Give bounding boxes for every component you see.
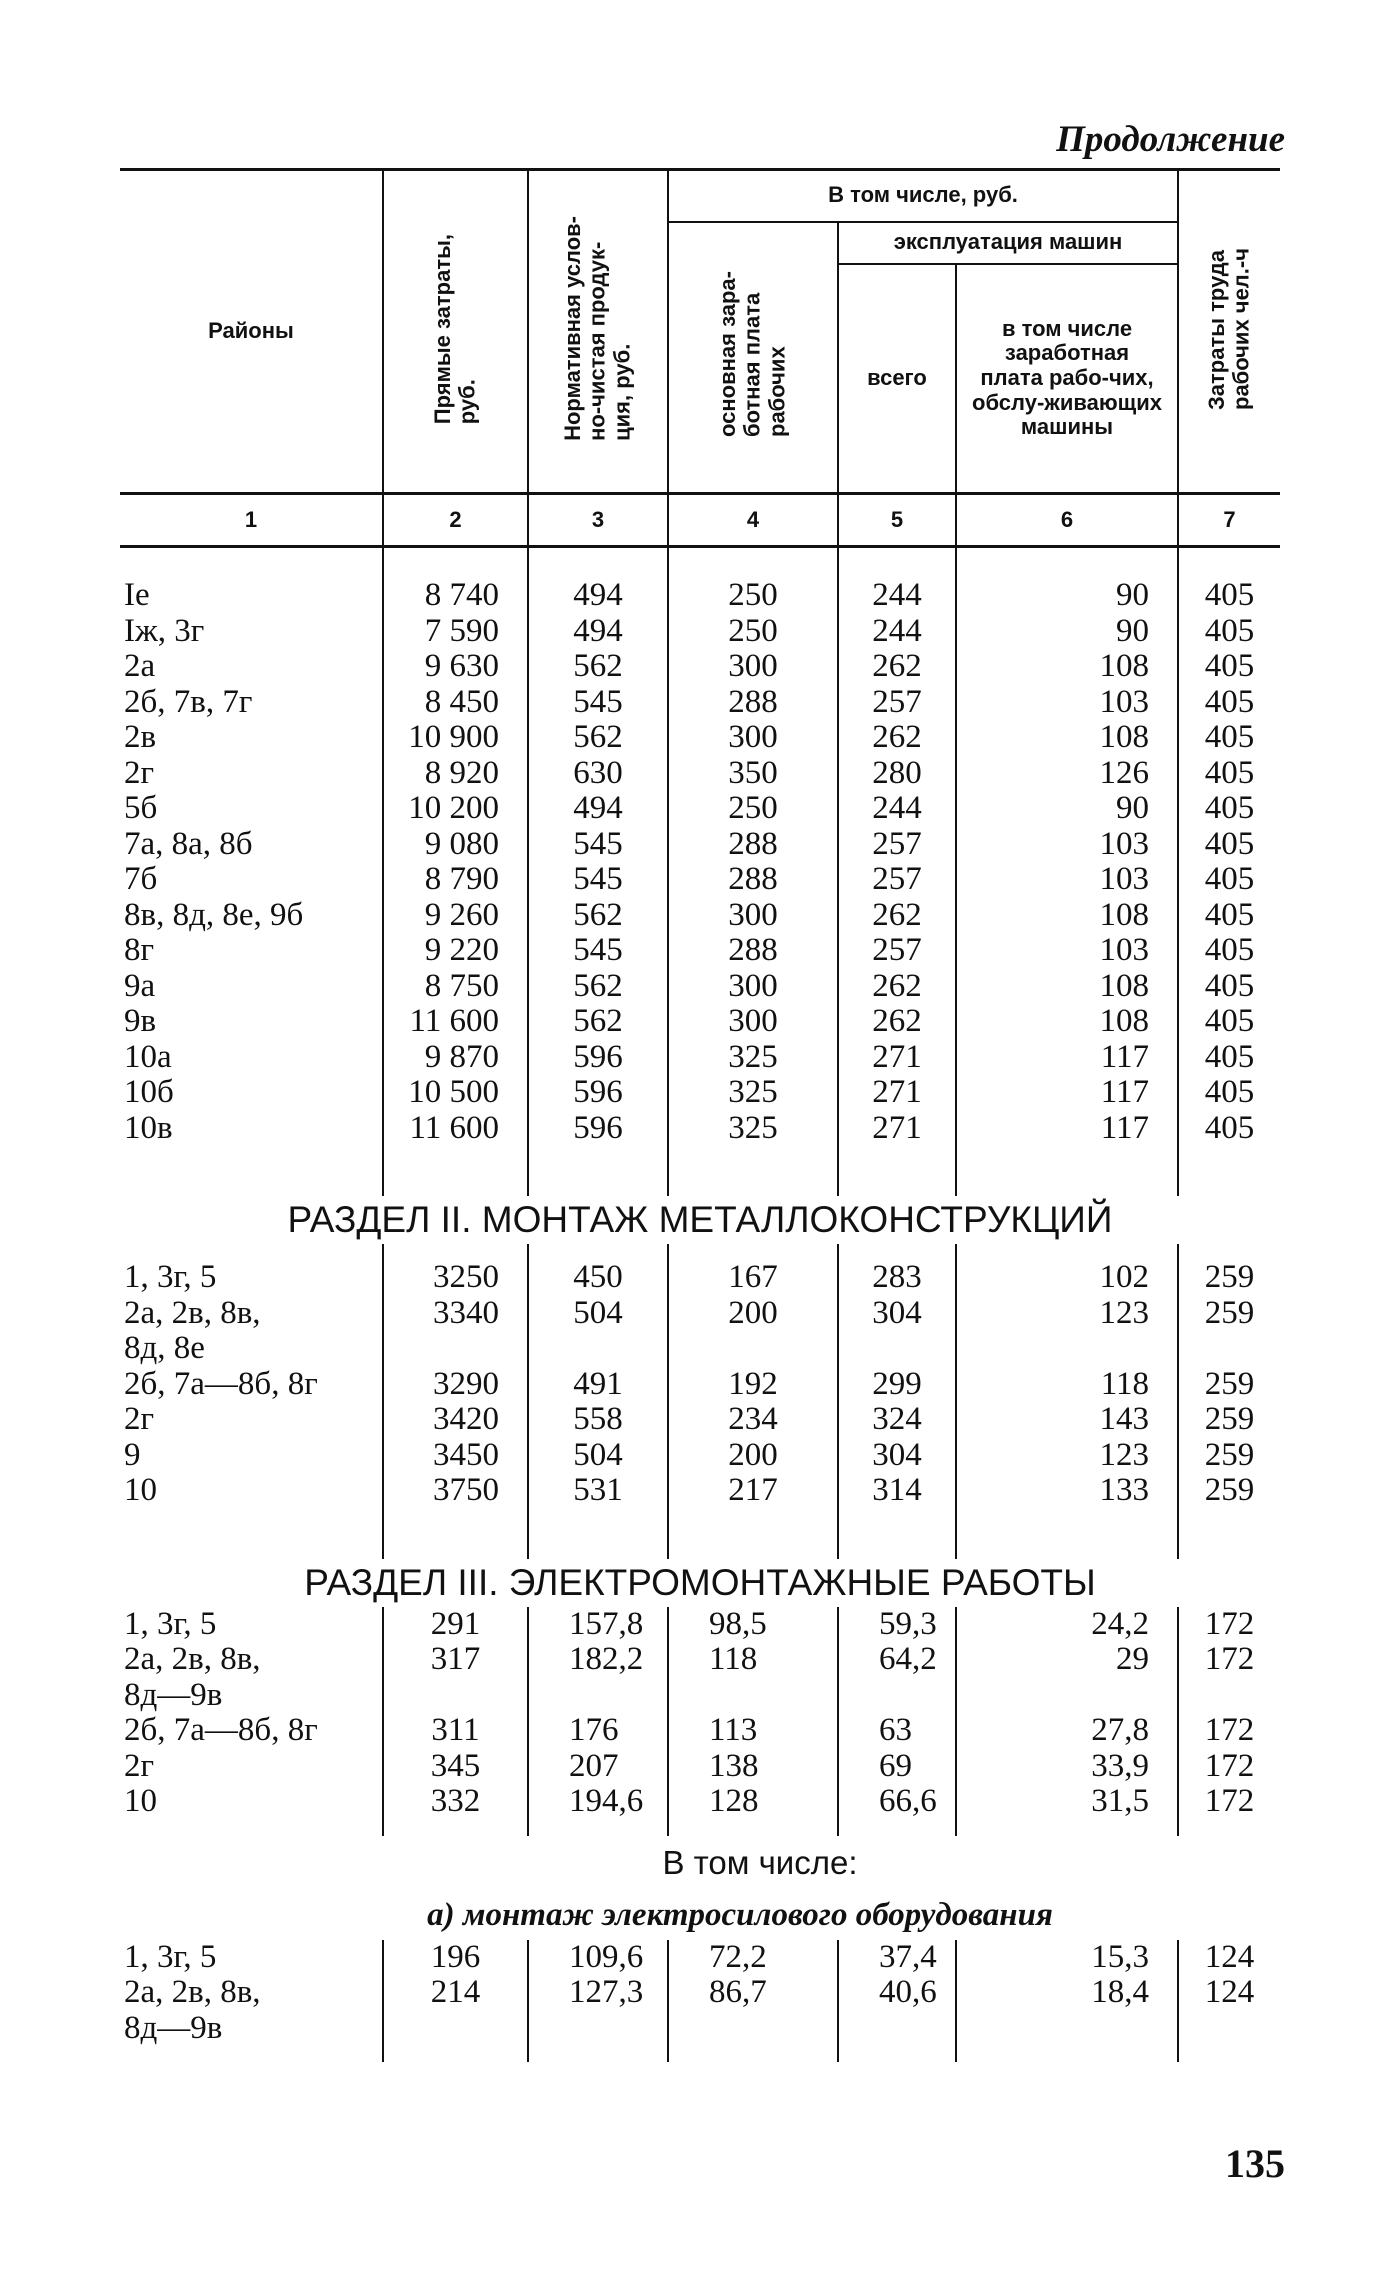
region-cell: 10б (124, 1074, 174, 1110)
value-cell: 596 (528, 1075, 668, 1111)
region-cell: 8д—9в (124, 2009, 223, 2046)
value-cell: 262 (838, 649, 956, 685)
region-cell: 7б (124, 861, 158, 897)
value-cell: 317 (383, 1642, 528, 1678)
value-cell: 11 600 (383, 1004, 528, 1040)
value-cell: 207 (528, 1749, 668, 1785)
header-machine-wages: в том числе заработная плата рабо-чих, обслу-живающих машины (956, 264, 1178, 494)
table-row (120, 1607, 1280, 1643)
table-row (120, 1402, 1280, 1438)
value-cell: 7 590 (383, 614, 528, 650)
value-cell: 172 (1178, 1784, 1280, 1820)
region-cell: 8г (124, 932, 155, 968)
region-cell: 2г (124, 754, 155, 791)
value-cell: 300 (668, 1004, 838, 1040)
region-cell: Iе (124, 577, 150, 613)
section-1-rows (120, 578, 1280, 1180)
table-row (120, 1784, 1280, 1820)
value-cell: 109,6 (528, 1940, 668, 1976)
value-cell: 127,3 (528, 1975, 668, 2011)
value-cell (956, 1678, 1178, 1714)
value-cell (528, 2011, 668, 2047)
section-3a-rows (120, 1940, 1280, 2063)
value-cell: 259 (1178, 1260, 1280, 1296)
column-number: 5 (838, 494, 956, 547)
value-cell: 250 (668, 791, 838, 827)
value-cell: 117 (956, 1040, 1178, 1076)
value-cell: 405 (1178, 614, 1280, 650)
table-row (120, 2011, 1280, 2047)
value-cell: 8 790 (383, 862, 528, 898)
value-cell: 18,4 (956, 1975, 1178, 2011)
value-cell: 300 (668, 649, 838, 685)
value-cell: 545 (528, 685, 668, 721)
value-cell: 531 (528, 1473, 668, 1509)
value-cell: 291 (383, 1607, 528, 1643)
value-cell: 108 (956, 898, 1178, 934)
table-row (120, 685, 1280, 721)
value-cell: 259 (1178, 1402, 1280, 1438)
value-cell: 545 (528, 862, 668, 898)
value-cell: 288 (668, 685, 838, 721)
section-3-heading (120, 1543, 1280, 1607)
value-cell: 72,2 (668, 1940, 838, 1976)
value-cell: 15,3 (956, 1940, 1178, 1976)
value-cell: 630 (528, 756, 668, 792)
value-cell: 325 (668, 1040, 838, 1076)
value-cell: 450 (528, 1260, 668, 1296)
value-cell: 494 (528, 791, 668, 827)
value-cell: 271 (838, 1075, 956, 1111)
value-cell: 596 (528, 1040, 668, 1076)
region-cell: 1, 3г, 5 (124, 1938, 217, 1975)
value-cell: 40,6 (838, 1975, 956, 2011)
region-cell: Iж, 3г (124, 612, 205, 649)
value-cell: 405 (1178, 791, 1280, 827)
value-cell: 124 (1178, 1940, 1280, 1976)
value-cell: 103 (956, 862, 1178, 898)
column-number: 1 (120, 494, 383, 547)
value-cell: 562 (528, 898, 668, 934)
value-cell (528, 1331, 668, 1367)
value-cell: 3450 (383, 1438, 528, 1474)
value-cell: 9 630 (383, 649, 528, 685)
value-cell: 9 080 (383, 827, 528, 863)
region-cell: 10а (124, 1038, 172, 1075)
value-cell: 259 (1178, 1367, 1280, 1403)
table-row (120, 1749, 1280, 1785)
header-regions: Районы (120, 170, 383, 494)
value-cell: 288 (668, 933, 838, 969)
page-number: 135 (1225, 2141, 1285, 2186)
value-cell: 103 (956, 933, 1178, 969)
region-cell: 2г (124, 1747, 155, 1784)
value-cell: 405 (1178, 933, 1280, 969)
value-cell: 10 900 (383, 720, 528, 756)
value-cell: 8 740 (383, 578, 528, 614)
value-cell: 98,5 (668, 1607, 838, 1643)
value-cell: 123 (956, 1296, 1178, 1332)
value-cell: 3290 (383, 1367, 528, 1403)
value-cell: 314 (838, 1473, 956, 1509)
value-cell: 405 (1178, 578, 1280, 614)
value-cell: 405 (1178, 827, 1280, 863)
value-cell: 304 (838, 1438, 956, 1474)
value-cell: 10 200 (383, 791, 528, 827)
table-row (120, 1473, 1280, 1509)
value-cell: 300 (668, 898, 838, 934)
value-cell: 59,3 (838, 1607, 956, 1643)
table-header (120, 170, 1280, 547)
table-row (120, 1075, 1280, 1111)
value-cell: 69 (838, 1749, 956, 1785)
value-cell (956, 2011, 1178, 2047)
section-3-title: РАЗДЕЛ III. ЭЛЕКТРОМОНТАЖНЫЕ РАБОТЫ (304, 1561, 1096, 1603)
value-cell: 283 (838, 1260, 956, 1296)
value-cell: 37,4 (838, 1940, 956, 1976)
column-number: 7 (1178, 494, 1280, 547)
value-cell: 24,2 (956, 1607, 1178, 1643)
value-cell: 118 (668, 1642, 838, 1678)
value-cell: 562 (528, 969, 668, 1005)
value-cell: 405 (1178, 969, 1280, 1005)
value-cell (1178, 1678, 1280, 1714)
value-cell: 405 (1178, 1111, 1280, 1147)
table-row (120, 1260, 1280, 1296)
region-cell: 1, 3г, 5 (124, 1259, 217, 1295)
table-row (120, 1940, 1280, 1976)
value-cell: 244 (838, 578, 956, 614)
value-cell: 596 (528, 1111, 668, 1147)
section-3a-heading (120, 1836, 1280, 1940)
header-base-wages-text: основная зара- ботная плата рабочих (715, 271, 790, 438)
value-cell (668, 1331, 838, 1367)
region-cell: 2а, 2в, 8в, (124, 1641, 261, 1677)
table-body (120, 547, 1280, 579)
table-row (120, 649, 1280, 685)
value-cell: 345 (383, 1749, 528, 1785)
table-row (120, 1367, 1280, 1403)
region-cell: 8д, 8е (124, 1330, 205, 1366)
header-machine-operation: эксплуатация машин (838, 222, 1178, 264)
table-row (120, 1678, 1280, 1714)
value-cell: 157,8 (528, 1607, 668, 1643)
value-cell: 311 (383, 1713, 528, 1749)
value-cell: 8 920 (383, 756, 528, 792)
value-cell (956, 1331, 1178, 1367)
value-cell: 167 (668, 1260, 838, 1296)
value-cell: 176 (528, 1713, 668, 1749)
value-cell: 182,2 (528, 1642, 668, 1678)
region-cell: 9в (124, 1003, 157, 1039)
value-cell: 257 (838, 685, 956, 721)
table-row (120, 827, 1280, 863)
value-cell: 11 600 (383, 1111, 528, 1147)
header-net-production (528, 170, 668, 494)
value-cell: 257 (838, 862, 956, 898)
value-cell: 300 (668, 720, 838, 756)
value-cell (668, 1678, 838, 1714)
region-cell: 2в (124, 719, 157, 755)
value-cell (383, 1331, 528, 1367)
value-cell: 262 (838, 720, 956, 756)
value-cell: 9 260 (383, 898, 528, 934)
value-cell: 172 (1178, 1749, 1280, 1785)
value-cell: 262 (838, 898, 956, 934)
value-cell: 325 (668, 1075, 838, 1111)
value-cell: 562 (528, 720, 668, 756)
value-cell: 103 (956, 827, 1178, 863)
table-row (120, 1111, 1280, 1147)
table-row (120, 1713, 1280, 1749)
value-cell: 200 (668, 1438, 838, 1474)
value-cell: 332 (383, 1784, 528, 1820)
value-cell: 300 (668, 969, 838, 1005)
value-cell: 200 (668, 1296, 838, 1332)
value-cell: 172 (1178, 1713, 1280, 1749)
continuation-label: Продолжение (1056, 119, 1285, 160)
value-cell: 405 (1178, 649, 1280, 685)
value-cell: 126 (956, 756, 1178, 792)
table-row (120, 578, 1280, 614)
column-number: 6 (956, 494, 1178, 547)
table-row (120, 1642, 1280, 1678)
value-cell: 29 (956, 1642, 1178, 1678)
table-row (120, 1438, 1280, 1474)
data-table (120, 168, 1280, 2062)
table-row (120, 862, 1280, 898)
value-cell (1178, 1331, 1280, 1367)
value-cell: 250 (668, 614, 838, 650)
value-cell: 405 (1178, 1040, 1280, 1076)
section-2-rows (120, 1260, 1280, 1543)
value-cell: 244 (838, 791, 956, 827)
header-direct-costs (383, 170, 528, 494)
region-cell: 8в, 8д, 8е, 9б (124, 896, 304, 933)
value-cell: 194,6 (528, 1784, 668, 1820)
table-row (120, 1004, 1280, 1040)
header-including-group: В том числе, руб. (668, 170, 1178, 222)
value-cell: 3420 (383, 1402, 528, 1438)
value-cell: 103 (956, 685, 1178, 721)
column-number: 2 (383, 494, 528, 547)
header-net-production-text: Нормативная услов- но-чистая продук- ция, руб. (560, 216, 635, 442)
value-cell: 491 (528, 1367, 668, 1403)
value-cell: 234 (668, 1402, 838, 1438)
region-cell: 2б, 7а—8б, 8г (124, 1712, 318, 1748)
value-cell: 271 (838, 1040, 956, 1076)
column-number: 3 (528, 494, 668, 547)
value-cell: 143 (956, 1402, 1178, 1438)
value-cell: 9 870 (383, 1040, 528, 1076)
region-cell: 2б, 7в, 7г (124, 683, 253, 720)
value-cell (1178, 2011, 1280, 2047)
region-cell: 7а, 8а, 8б (124, 825, 253, 862)
value-cell: 124 (1178, 1975, 1280, 2011)
value-cell: 325 (668, 1111, 838, 1147)
value-cell: 350 (668, 756, 838, 792)
value-cell: 257 (838, 933, 956, 969)
value-cell: 172 (1178, 1642, 1280, 1678)
value-cell (383, 1678, 528, 1714)
header-labor-costs (1178, 170, 1280, 494)
region-cell: 10 (124, 1783, 157, 1819)
header-machine-total: всего (838, 264, 956, 494)
value-cell: 405 (1178, 756, 1280, 792)
value-cell (838, 1678, 956, 1714)
region-cell: 2а, 2в, 8в, (124, 1974, 261, 2010)
value-cell: 280 (838, 756, 956, 792)
table-row (120, 720, 1280, 756)
value-cell: 562 (528, 1004, 668, 1040)
value-cell: 262 (838, 1004, 956, 1040)
value-cell: 108 (956, 969, 1178, 1005)
value-cell: 90 (956, 578, 1178, 614)
table-row (120, 1975, 1280, 2011)
region-cell: 2а, 2в, 8в, (124, 1294, 261, 1331)
value-cell: 33,9 (956, 1749, 1178, 1785)
value-cell: 117 (956, 1111, 1178, 1147)
header-direct-costs-text: Прямые затраты, руб. (429, 233, 480, 424)
value-cell: 9 220 (383, 933, 528, 969)
value-cell: 63 (838, 1713, 956, 1749)
table-row (120, 969, 1280, 1005)
value-cell: 288 (668, 827, 838, 863)
section-2-title: РАЗДЕЛ II. МОНТАЖ МЕТАЛЛОКОНСТРУКЦИЙ (287, 1199, 1113, 1240)
value-cell: 545 (528, 933, 668, 969)
value-cell: 214 (383, 1975, 528, 2011)
value-cell: 244 (838, 614, 956, 650)
value-cell: 271 (838, 1111, 956, 1147)
value-cell: 113 (668, 1713, 838, 1749)
value-cell: 259 (1178, 1473, 1280, 1509)
value-cell: 405 (1178, 898, 1280, 934)
value-cell: 262 (838, 969, 956, 1005)
value-cell: 3340 (383, 1296, 528, 1332)
region-cell: 2а (124, 648, 156, 684)
table-row (120, 614, 1280, 650)
value-cell: 118 (956, 1367, 1178, 1403)
region-cell: 9 (124, 1436, 141, 1473)
region-cell: 9а (124, 967, 156, 1004)
value-cell (838, 1331, 956, 1367)
value-cell (383, 2011, 528, 2047)
value-cell: 259 (1178, 1296, 1280, 1332)
header-labor-costs-text: Затраты труда рабочих чел.-ч (1203, 247, 1254, 410)
table-row (120, 1331, 1280, 1367)
value-cell: 494 (528, 614, 668, 650)
value-cell: 192 (668, 1367, 838, 1403)
value-cell: 299 (838, 1367, 956, 1403)
value-cell: 545 (528, 827, 668, 863)
value-cell: 257 (838, 827, 956, 863)
value-cell (668, 2011, 838, 2047)
including-label: В том числе: (662, 1843, 858, 1881)
value-cell: 324 (838, 1402, 956, 1438)
value-cell: 217 (668, 1473, 838, 1509)
value-cell: 123 (956, 1438, 1178, 1474)
value-cell: 108 (956, 720, 1178, 756)
table-row (120, 1040, 1280, 1076)
value-cell: 259 (1178, 1438, 1280, 1474)
value-cell: 64,2 (838, 1642, 956, 1678)
value-cell: 3750 (383, 1473, 528, 1509)
value-cell: 90 (956, 791, 1178, 827)
value-cell: 8 750 (383, 969, 528, 1005)
value-cell: 8 450 (383, 685, 528, 721)
value-cell (838, 2011, 956, 2047)
value-cell: 562 (528, 649, 668, 685)
value-cell: 133 (956, 1473, 1178, 1509)
value-cell: 288 (668, 862, 838, 898)
value-cell: 504 (528, 1296, 668, 1332)
value-cell: 27,8 (956, 1713, 1178, 1749)
value-cell: 196 (383, 1940, 528, 1976)
value-cell: 10 500 (383, 1075, 528, 1111)
value-cell: 86,7 (668, 1975, 838, 2011)
value-cell: 405 (1178, 1004, 1280, 1040)
header-base-wages (668, 222, 838, 494)
value-cell: 172 (1178, 1607, 1280, 1643)
region-cell: 5б (124, 790, 158, 826)
value-cell: 138 (668, 1749, 838, 1785)
value-cell: 405 (1178, 1075, 1280, 1111)
value-cell: 494 (528, 578, 668, 614)
table-row (120, 791, 1280, 827)
value-cell: 558 (528, 1402, 668, 1438)
region-cell: 2б, 7а—8б, 8г (124, 1365, 318, 1402)
value-cell: 304 (838, 1296, 956, 1332)
section-2-heading (120, 1180, 1280, 1260)
region-cell: 2г (124, 1401, 155, 1437)
value-cell (528, 1678, 668, 1714)
value-cell: 108 (956, 1004, 1178, 1040)
value-cell: 3250 (383, 1260, 528, 1296)
value-cell: 108 (956, 649, 1178, 685)
column-number: 4 (668, 494, 838, 547)
value-cell: 90 (956, 614, 1178, 650)
value-cell: 405 (1178, 720, 1280, 756)
value-cell: 504 (528, 1438, 668, 1474)
table-row (120, 756, 1280, 792)
region-cell: 10 (124, 1472, 157, 1508)
table-row (120, 933, 1280, 969)
value-cell: 66,6 (838, 1784, 956, 1820)
value-cell: 250 (668, 578, 838, 614)
value-cell: 31,5 (956, 1784, 1178, 1820)
value-cell: 102 (956, 1260, 1178, 1296)
value-cell: 128 (668, 1784, 838, 1820)
table-row (120, 898, 1280, 934)
value-cell: 405 (1178, 685, 1280, 721)
table-row (120, 1296, 1280, 1332)
value-cell: 405 (1178, 862, 1280, 898)
value-cell: 117 (956, 1075, 1178, 1111)
region-cell: 10в (124, 1109, 173, 1146)
region-cell: 1, 3г, 5 (124, 1605, 217, 1642)
column-numbers-row (120, 494, 1280, 547)
subsection-a-title: а) монтаж электросилового оборудования (427, 1896, 1053, 1933)
region-cell: 8д—9в (124, 1676, 223, 1713)
section-3-rows (120, 1607, 1280, 1836)
